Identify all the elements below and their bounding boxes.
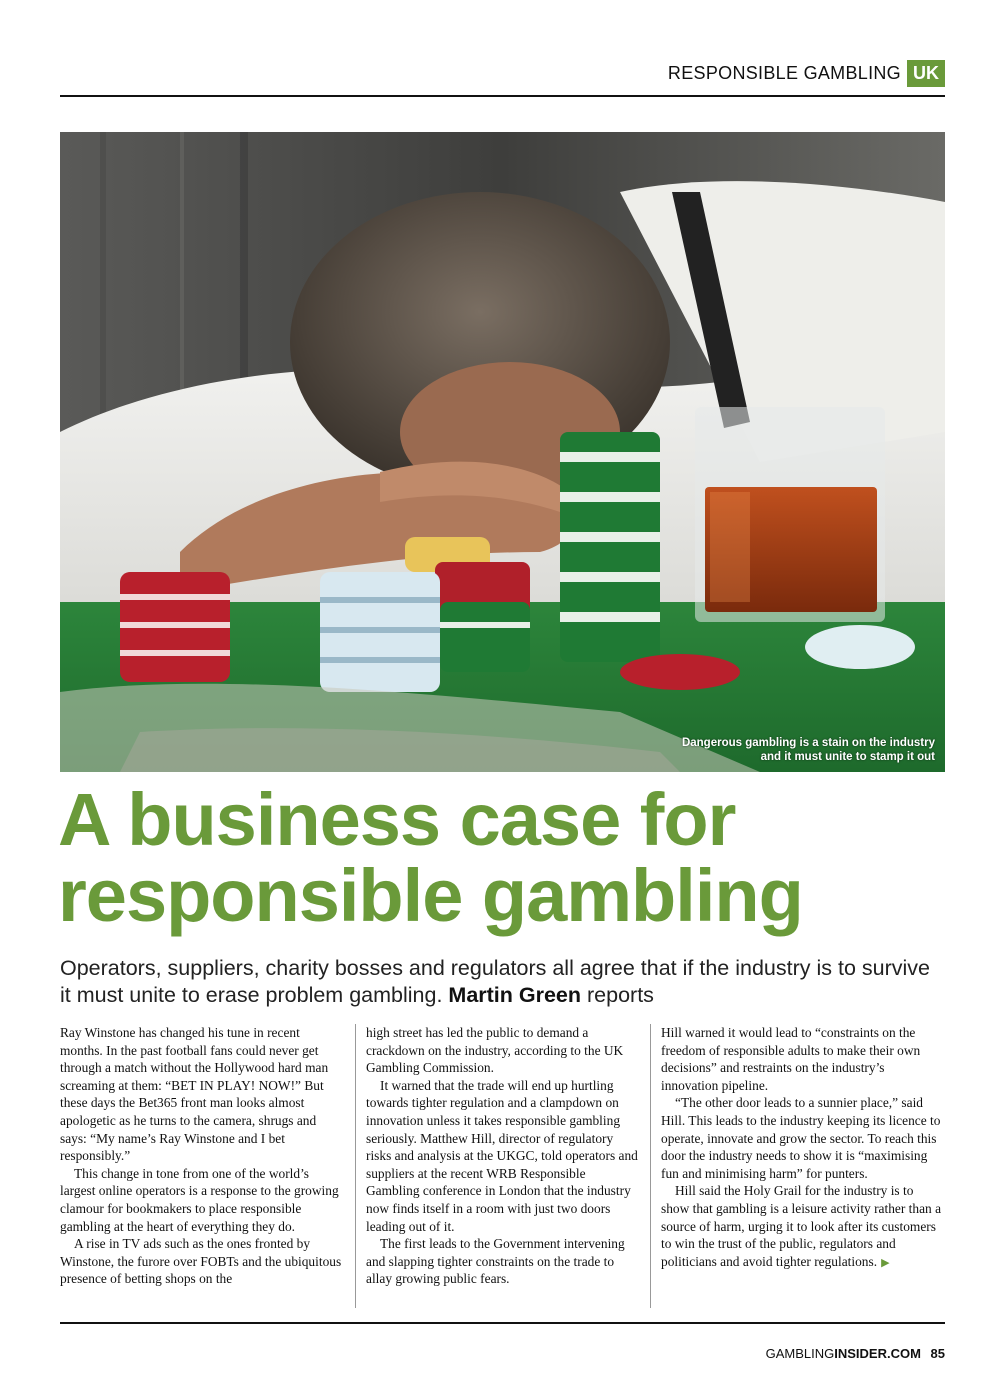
page-footer bbox=[766, 1346, 945, 1361]
hero-photo bbox=[60, 132, 945, 772]
standfirst-text: Operators, suppliers, charity bosses and regulators all agree that if the industry is to survive it must unite to erase problem gambling. bbox=[60, 956, 930, 1007]
paragraph: Hill warned it would lead to “constraints on the freedom of responsible adults to make their own decisions” and restraints on the industry’s innovation pipeline. bbox=[661, 1025, 921, 1093]
top-rule bbox=[60, 95, 945, 97]
paragraph-text: Hill said the Holy Grail for the industry is to show that gambling is a leisure activity rather than a source of harm, urging it to look after its customers to win the trust of the public, regulators and politicians and avoid tighter regulations. bbox=[661, 1183, 942, 1269]
bottom-rule bbox=[60, 1322, 945, 1324]
article-body bbox=[60, 1024, 945, 1308]
headline-line-1: A business case for bbox=[58, 778, 736, 861]
headline-line-2: responsible gambling bbox=[58, 854, 803, 937]
standfirst bbox=[60, 955, 945, 1009]
body-column-1 bbox=[60, 1024, 355, 1308]
headline bbox=[58, 778, 958, 937]
footer-site-domain: INSIDER.COM bbox=[834, 1346, 921, 1361]
author-byline: Martin Green bbox=[448, 983, 582, 1007]
continue-arrow-icon: ▶ bbox=[881, 1256, 890, 1269]
paragraph: high street has led the public to demand a crackdown on the industry, according to the UK Gambling Commission. bbox=[366, 1025, 624, 1076]
photo-caption: Dangerous gambling is a stain on the industry and it must unite to stamp it out bbox=[681, 737, 935, 763]
paragraph: This change in tone from one of the world’s largest online operators is a response to the growing clamour for bookmakers to place responsible gambling at the heart of everything they do. bbox=[60, 1165, 339, 1234]
paragraph: The first leads to the Government intervening and slapping tighter constraints on the trade to allay growing public fears. bbox=[366, 1236, 625, 1287]
paragraph bbox=[661, 1182, 945, 1272]
standfirst-suffix: reports bbox=[587, 983, 654, 1007]
section-label: RESPONSIBLE GAMBLING bbox=[667, 62, 901, 83]
paragraph: A rise in TV ads such as the ones fronted by Winstone, the furore over FOBTs and the ubiquitous presence of betting shops on the bbox=[60, 1236, 342, 1287]
hero-photo-illustration bbox=[60, 132, 945, 772]
page-number: 85 bbox=[930, 1346, 945, 1361]
paragraph: “The other door leads to a sunnier place,” said Hill. This leads to the industry keeping its licence to operate, innovate and grow the sector. To reach this door the industry needs to show it is “maximising fun and minimising harm” for punters. bbox=[661, 1095, 941, 1181]
footer-site-name: GAMBLING bbox=[765, 1346, 835, 1361]
body-column-3 bbox=[650, 1024, 945, 1308]
section-header bbox=[668, 58, 945, 88]
paragraph: It warned that the trade will end up hurtling towards tighter regulation and a clampdown on innovation unless it takes responsible gambling seriously. Matthew Hill, director of regulatory risks and analysis at the UKGC, told operators and suppliers at the recent WRB Responsible Gambling conference in London that the industry now finds itself in a room with just two doors leading out of it. bbox=[366, 1077, 638, 1234]
region-badge: UK bbox=[907, 60, 945, 87]
body-column-2 bbox=[355, 1024, 650, 1308]
paragraph: Ray Winstone has changed his tune in recent months. In the past football fans could never get through a match without the Hollywood hard man screaming at them: “BET IN PLAY! NOW!” But these days the Bet365 front man looks almost apologetic as he turns to the camera, shrugs and says: “My name’s Ray Winstone and I bet responsibly.” bbox=[60, 1025, 329, 1164]
